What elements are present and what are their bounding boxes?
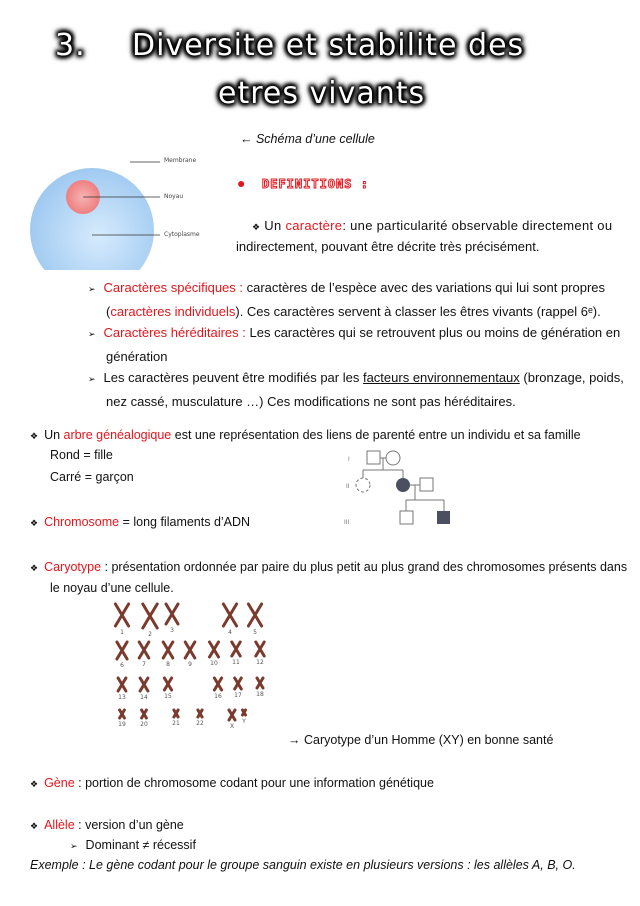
bullet-dot-icon: ●: [237, 175, 246, 191]
pedigree-male: [420, 478, 433, 491]
title-line2: etres vivants: [218, 76, 426, 111]
arrow-bullet-icon: ➢: [70, 841, 78, 851]
allele-sub: ➢ Dominant ≠ récessif: [70, 838, 196, 852]
gen-label: I: [348, 456, 350, 463]
chromosome-label: Y: [242, 718, 246, 725]
chromosome-label: 14: [140, 694, 148, 701]
diamond-bullet-icon: ❖: [252, 222, 261, 232]
chromosome-label: 3: [170, 627, 174, 634]
gen-label: II: [346, 483, 350, 490]
cell-caption: ← Schéma d’une cellule: [240, 132, 375, 146]
chromosome-label: 18: [256, 691, 264, 698]
chromosome-label: 7: [142, 661, 146, 668]
caryotype-caption: → Caryotype d’un Homme (XY) en bonne santé: [288, 733, 554, 747]
chromosome-22: [196, 710, 204, 727]
chromosome-7: [139, 642, 149, 668]
allele-example: Exemple : Le gène codant pour le groupe sanguin existe en plusieurs versions : les allèles A, B, O.: [30, 858, 576, 872]
chromosome-11: [232, 642, 240, 666]
arrow-bullet-icon: ➢: [88, 284, 96, 294]
chromosome-label: 8: [166, 661, 170, 668]
sub-item-environnement: ➢ Les caractères peuvent être modifiés par les facteurs environnementaux (bronzage, poids,: [88, 370, 624, 385]
chromosome-9: [185, 642, 195, 668]
caractere-line1: ❖ Un caractère: une particularité observable directement ou: [252, 218, 613, 233]
arrow-bullet-icon: ➢: [88, 374, 96, 384]
chromosome-14: [140, 678, 148, 701]
chromosome-18: [256, 678, 264, 698]
chromosome-2: [143, 604, 157, 638]
diamond-bullet-icon: ❖: [30, 779, 39, 789]
sub-item-hereditaires-line2: génération: [106, 348, 168, 364]
chromosome-17: [234, 678, 242, 699]
title-line1: Diversite et stabilite des: [132, 28, 525, 63]
pedigree-diagram: [340, 448, 460, 538]
chromosome-6: [117, 642, 127, 669]
sub-list: [88, 277, 624, 412]
chromosome-5: [248, 604, 261, 636]
chromosome-label: 15: [164, 693, 172, 700]
chromosome-1: [115, 604, 128, 636]
chromosome-label: 11: [232, 659, 240, 666]
chromosome-19: [118, 710, 126, 728]
chromosome-16: [214, 678, 222, 700]
pedigree-female: [386, 451, 400, 465]
pedigree-male: [367, 451, 380, 464]
diamond-bullet-icon: ❖: [30, 518, 39, 528]
term-caractere: caractère: [285, 218, 343, 233]
chromosome-label: 22: [196, 720, 204, 727]
chromosome-label: 10: [210, 660, 218, 667]
chromosome-13: [118, 678, 126, 701]
arbre-carre: Carré = garçon: [50, 470, 134, 484]
chromosome-label: 21: [172, 720, 180, 727]
chromosome-label: 17: [234, 692, 242, 699]
pedigree-affected-female: [396, 478, 410, 492]
definitions-heading: DEFINITIONS :: [262, 177, 369, 191]
chromosome-4: [223, 604, 236, 636]
sub-item-specifiques: ➢ Caractères spécifiques : caractères de l’espèce avec des variations qui lui sont propres: [88, 280, 606, 295]
arbre-line: ❖ Un arbre généalogique est une représentation des liens de parenté entre un individu et sa famille: [30, 428, 581, 442]
chromosome-21: [172, 710, 180, 727]
caractere-line2: indirectement, pouvant être décrite très précisément.: [236, 239, 540, 254]
chromosome-20: [140, 710, 148, 728]
cell-diagram: [25, 150, 225, 270]
chromosome-label: 13: [118, 694, 126, 701]
chromosome-label: X: [229, 723, 235, 730]
chromosome-label: 2: [148, 631, 152, 638]
sub-item-environnement-line2: nez cassé, musculature …) Ces modifications ne sont pas héréditaires.: [106, 393, 516, 409]
label-membrane: Membrane: [164, 157, 197, 164]
sub-item-hereditaires: ➢ Caractères héréditaires : Les caractères qui se retrouvent plus ou moins de génération en: [88, 325, 621, 340]
chromosome-8: [163, 642, 173, 668]
diamond-bullet-icon: ❖: [30, 563, 39, 573]
chromosome-label: 20: [140, 721, 148, 728]
allele-line: ❖ Allèle : version d’un gène: [30, 818, 184, 832]
gene-line: ❖ Gène : portion de chromosome codant pour une information génétique: [30, 776, 434, 790]
label-noyau: Noyau: [164, 193, 184, 200]
chromosome-X: [229, 710, 235, 730]
chromosome-line: ❖ Chromosome = long filaments d’ADN: [30, 515, 251, 529]
diamond-bullet-icon: ❖: [30, 821, 39, 831]
chromosome-label: 9: [188, 661, 192, 668]
title-number: 3.: [55, 28, 86, 63]
diamond-bullet-icon: ❖: [30, 431, 39, 441]
gen-label: III: [344, 519, 350, 526]
chromosome-label: 6: [120, 662, 124, 669]
chromosome-label: 16: [214, 693, 222, 700]
chromosome-15: [164, 678, 172, 700]
pedigree-affected-male: [437, 511, 450, 524]
chromosome-3: [166, 604, 178, 634]
chromosome-label: 4: [228, 629, 232, 636]
label-cytoplasme: Cytoplasme: [164, 231, 200, 238]
arbre-rond: Rond = fille: [50, 448, 113, 462]
chromosome-label: 5: [253, 629, 257, 636]
sub-item-specifiques-line2: (caractères individuels). Ces caractères servent à classer les êtres vivants (rappel 6ᵉ).: [106, 303, 601, 319]
chromosome-label: 19: [118, 721, 126, 728]
chromosome-12: [256, 642, 264, 666]
caryotype-line: ❖ Caryotype : présentation ordonnée par paire du plus petit au plus grand des chromosomes présents dans: [30, 560, 628, 574]
chromosome-10: [210, 642, 219, 667]
pedigree-male: [400, 511, 413, 524]
chromosome-label: 1: [120, 629, 124, 636]
chromosome-Y: [241, 710, 246, 725]
karyotype-image: [110, 600, 280, 740]
chromosome-label: 12: [256, 659, 264, 666]
caryotype-line2: le noyau d’une cellule.: [50, 581, 174, 595]
arrow-bullet-icon: ➢: [88, 329, 96, 339]
pedigree-female: [356, 478, 370, 492]
